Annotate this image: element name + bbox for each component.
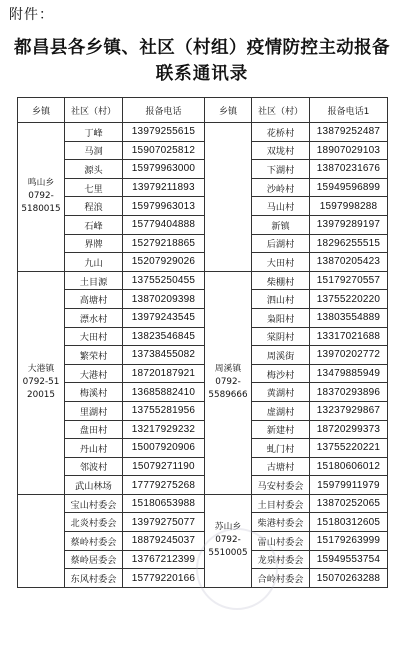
phone-cell: 1597998288 [310,197,388,216]
community-cell: 虬门村 [252,439,310,458]
table-row [18,476,388,495]
table-row [18,308,388,327]
phone-cell: 15949553754 [310,550,388,569]
community-cell: 黄湖村 [252,383,310,402]
phone-cell: 13870252065 [310,494,388,513]
community-cell: 九山 [65,253,123,272]
community-cell: 丹山村 [65,439,123,458]
community-cell: 高塘村 [65,290,123,309]
community-cell: 漂水村 [65,308,123,327]
phone-cell: 15979963013 [123,197,205,216]
community-cell: 七里 [65,178,123,197]
phone-cell: 13979255615 [123,123,205,142]
contact-table [17,97,388,588]
header-community: 社区（村） [65,98,123,123]
phone-cell: 13979289197 [310,215,388,234]
phone-cell: 15079271190 [123,457,205,476]
table-row [18,383,388,402]
community-cell: 土目源 [65,271,123,290]
phone-cell: 13317021688 [310,327,388,346]
table-row [18,215,388,234]
community-cell: 丁峰 [65,123,123,142]
table-row [18,271,388,290]
phone-cell: 15207929026 [123,253,205,272]
table-row [18,197,388,216]
phone-cell: 13870209398 [123,290,205,309]
community-cell: 龙泉村委会 [252,550,310,569]
community-cell: 马安村委会 [252,476,310,495]
community-cell: 土目村委会 [252,494,310,513]
table-row [18,346,388,365]
phone-cell: 13479885949 [310,364,388,383]
community-cell: 宝山村委会 [65,494,123,513]
community-cell: 邻波村 [65,457,123,476]
community-cell: 北炎村委会 [65,513,123,532]
phone-cell: 13870231676 [310,160,388,179]
table-row [18,513,388,532]
community-cell: 古塘村 [252,457,310,476]
table-row [18,327,388,346]
community-cell: 马山村 [252,197,310,216]
table-row [18,457,388,476]
phone-cell: 15179263999 [310,532,388,551]
phone-cell: 15070263288 [310,569,388,588]
phone-cell: 13755250455 [123,271,205,290]
document-subtitle: 联系通讯录 [155,64,249,84]
community-cell: 盘田村 [65,420,123,439]
community-cell: 周溪街 [252,346,310,365]
attachment-label: 附件： [9,7,54,23]
phone-cell: 15949596899 [310,178,388,197]
community-cell: 新建村 [252,420,310,439]
community-cell: 繁荣村 [65,346,123,365]
phone-cell: 13823546845 [123,327,205,346]
town-cell [205,123,252,272]
community-cell: 双垅村 [252,141,310,160]
header-phone: 报备电话 [123,98,205,123]
community-cell: 棠阴村 [252,327,310,346]
table-row [18,569,388,588]
community-cell: 梅沙村 [252,364,310,383]
table-row [18,141,388,160]
phone-cell: 13685882410 [123,383,205,402]
community-cell: 花桥村 [252,123,310,142]
phone-cell: 13979275077 [123,513,205,532]
community-cell: 泗山村 [252,290,310,309]
table-row [18,532,388,551]
community-cell: 沙岭村 [252,178,310,197]
phone-cell: 13803554889 [310,308,388,327]
phone-cell: 13237929867 [310,401,388,420]
table-row [18,178,388,197]
phone-cell: 15979963000 [123,160,205,179]
community-cell: 石峰 [65,215,123,234]
phone-cell: 13979211893 [123,178,205,197]
phone-cell: 13217929232 [123,420,205,439]
community-cell: 合岭村委会 [252,569,310,588]
phone-cell: 15180653988 [123,494,205,513]
town-cell: 周溪镇 0792- 5589666 [205,271,252,494]
phone-cell: 13767212399 [123,550,205,569]
table-row [18,401,388,420]
phone-cell: 13755220221 [310,439,388,458]
town-cell: 苏山乡 0792- 5510005 [205,494,252,587]
table-row [18,420,388,439]
table-row [18,364,388,383]
phone-cell: 18879245037 [123,532,205,551]
community-cell: 枭阳村 [252,308,310,327]
phone-cell: 13970202772 [310,346,388,365]
phone-cell: 15180312605 [310,513,388,532]
phone-cell: 17779275268 [123,476,205,495]
phone-cell: 18720299373 [310,420,388,439]
header-town-right: 乡镇 [205,98,252,123]
community-cell: 大田村 [65,327,123,346]
phone-cell: 18296255515 [310,234,388,253]
phone-cell: 15779404888 [123,215,205,234]
community-cell: 下湖村 [252,160,310,179]
table-row [18,550,388,569]
phone-cell: 15180606012 [310,457,388,476]
community-cell: 马洞 [65,141,123,160]
table-row [18,439,388,458]
phone-cell: 13755220220 [310,290,388,309]
community-cell: 柴港村委会 [252,513,310,532]
community-cell: 虚湖村 [252,401,310,420]
phone-cell: 18907029103 [310,141,388,160]
phone-cell: 15979911979 [310,476,388,495]
table-row [18,234,388,253]
community-cell: 里湖村 [65,401,123,420]
community-cell: 大田村 [252,253,310,272]
town-cell: 大港镇 0792-51 20015 [18,271,65,494]
community-cell: 大港村 [65,364,123,383]
community-cell: 后湖村 [252,234,310,253]
community-cell: 界牌 [65,234,123,253]
town-cell: 鸣山乡 0792- 5180015 [18,123,65,272]
phone-cell: 18720187921 [123,364,205,383]
phone-cell: 13979243545 [123,308,205,327]
header-town: 乡镇 [18,98,65,123]
phone-cell: 13755281956 [123,401,205,420]
community-cell: 源头 [65,160,123,179]
table-row [18,494,388,513]
community-cell: 武山林场 [65,476,123,495]
phone-cell: 13870205423 [310,253,388,272]
header-phone1: 报备电话1 [310,98,388,123]
community-cell: 蔡岭村委会 [65,532,123,551]
phone-cell: 13738455082 [123,346,205,365]
phone-cell: 15907025812 [123,141,205,160]
table-row [18,123,388,142]
phone-cell: 15279218865 [123,234,205,253]
table-row [18,290,388,309]
community-cell: 柴棚村 [252,271,310,290]
phone-cell: 15779220166 [123,569,205,588]
table-row [18,253,388,272]
community-cell: 雷山村委会 [252,532,310,551]
phone-cell: 18370293896 [310,383,388,402]
community-cell: 新镇 [252,215,310,234]
community-cell: 东风村委会 [65,569,123,588]
phone-cell: 13879252487 [310,123,388,142]
document-title: 都昌县各乡镇、社区（村组）疫情防控主动报备 [14,38,390,58]
community-cell: 蔡岭居委会 [65,550,123,569]
phone-cell: 15179270557 [310,271,388,290]
town-cell [18,494,65,587]
header-community-right: 社区（村） [252,98,310,123]
community-cell: 梅溪村 [65,383,123,402]
community-cell: 程浪 [65,197,123,216]
phone-cell: 15007920906 [123,439,205,458]
table-row [18,160,388,179]
table-header-row [18,98,388,123]
